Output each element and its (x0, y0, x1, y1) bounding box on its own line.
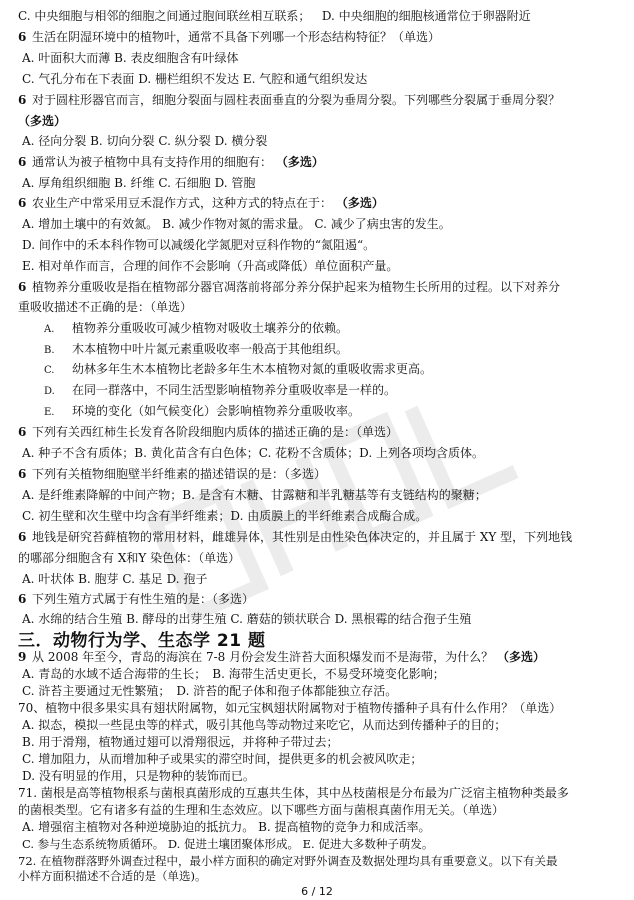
q70-option-d: D. 没有明显的作用，只是物种的装饰而已。 (22, 769, 255, 783)
section-heading: 三．动物行为学、生态学 21 题 (18, 631, 266, 651)
q71-options-ab: A. 增强宿主植物对各种逆境胁迫的抵抗力。 B. 提高植物的竞争力和成活率。 (22, 820, 431, 834)
question-number: 6 (18, 467, 27, 481)
q70-option-c: C. 增加阻力，从而增加种子或果实的滞空时间，提供更多的机会被风吹走； (22, 752, 423, 766)
question-69-ecology: 9 从 2008 年至今，青岛的海滨在 7-8 月份会发生浒苔大面积爆发而不是海带，为什么？ （多选） (18, 650, 545, 664)
question-number: 6 (18, 530, 27, 544)
q69x-options-cd: C. 浒苔主要通过无性繁殖； D. 浒苔的配子体和孢子体都能独立存活。 (22, 684, 398, 698)
question-611: 6 地钱是研究苔藓植物的常用材料，雌雄异体，其性别是由性染色体决定的，并且属于 XY 型，下列地钱 (18, 530, 573, 544)
q63-option-c-d: C. 中央细胞与相邻的细胞之间通过胞间联丝相互联系； D. 中央细胞的细胞核通常位于卵器附近 (18, 9, 531, 23)
q611-options: A. 叶状体 B. 胞芽 C. 基足 D. 孢子 (22, 572, 208, 586)
q610-options-cd: C. 初生壁和次生壁中均含有半纤维素；D. 由质膜上的半纤维素合成酶合成。 (22, 509, 428, 523)
question-71: 71. 菌根是高等植物根系与菌根真菌形成的互惠共生体，其中丛枝菌根是分布最为广泛宿主植物种类最多 (18, 786, 569, 800)
multi-choice-tag: （多选） (275, 155, 324, 169)
q612-options: A. 水绵的结合生殖 B. 酵母的出芽生殖 C. 蘑菇的锁状联合 D. 黑根霉的结合孢子生殖 (22, 612, 472, 626)
question-number: 9 (18, 650, 27, 664)
question-number: 6 (18, 30, 27, 44)
question-67: 6 农业生产中常采用豆禾混作方式，这种方式的特点在于： （多选） (18, 196, 384, 210)
q71-options-cde: C. 参与生态系统物质循环。 D. 促进土壤团聚体形成。 E. 促进大多数种子萌发。 (22, 837, 434, 851)
question-number: 6 (18, 196, 27, 210)
q68-option-b: B. 木本植物中叶片氮元素重吸收率一般高于其他组织。 (44, 342, 349, 356)
q70-option-a: A. 拟态，模拟一些昆虫等的样式，吸引其他鸟等动物过来吃它，从而达到传播种子的目的； (22, 718, 507, 732)
q68-option-c: C. 幼林多年生木本植物比老龄多年生木本植物对氮的重吸收需求更高。 (44, 362, 433, 376)
question-68: 6 植物养分重吸收是指在植物部分器官凋落前将部分养分保护起来为植物生长所用的过程。以下对养分 (18, 280, 561, 294)
question-66: 6 通常认为被子植物中具有支持作用的细胞有： （多选） (18, 155, 324, 169)
question-610: 6 下列有关植物细胞壁半纤维素的描述错误的是：（多选） (18, 467, 327, 481)
multi-choice-tag: （多选） (18, 114, 67, 128)
q68-option-d: D. 在同一群落中，不同生活型影响植物养分重吸收率是一样的。 (44, 383, 397, 397)
question-612: 6 下列生殖方式属于有性生殖的是：（多选） (18, 592, 255, 606)
q69-options: A. 种子不含有质体；B. 黄化苗含有白色体；C. 花粉不含质体；D. 上列各项均含质体。 (22, 446, 484, 460)
q65-tag (18, 114, 622, 129)
multi-choice-tag: （多选） (335, 196, 384, 210)
q71-continuation: 的菌根类型。它有诸多有益的生理和生态效应。以下哪些方面与菌根真菌作用无关。（单选） (18, 803, 505, 817)
q65-options: A. 径向分裂 B. 切向分裂 C. 纵分裂 D. 横分裂 (22, 134, 268, 148)
q68-continuation: 重吸收描述不正确的是：（单选） (18, 300, 193, 314)
question-69: 6 下列有关西红柿生长发育各阶段细胞内质体的描述正确的是：（单选） (18, 425, 399, 439)
q67-option-d: D. 间作中的禾本科作物可以减缓化学氮肥对豆科作物的“氮阻遏“。 (22, 238, 376, 252)
q68-option-e: E. 环境的变化（如气候变化）会影响植物养分重吸收率。 (44, 404, 361, 418)
q70-option-b: B. 用于滑翔，植物通过翅可以滑翔很远，并将种子带过去； (22, 735, 339, 749)
q610-options-ab: A. 是纤维素降解的中间产物；B. 是含有木糖、甘露糖和半乳糖基等有支链结构的聚糖； (22, 488, 487, 502)
q68-option-a: A. 植物养分重吸收可减少植物对吸收土壤养分的依赖。 (44, 321, 349, 335)
question-70: 70、植物中很多果实具有翅状附属物，如元宝枫翅状附属物对于植物传播种子具有什么作用？（单选） (18, 701, 562, 715)
page-number: 6 / 12 (301, 885, 333, 898)
q64-options-cde: C. 气孔分布在下表面 D. 栅栏组织不发达 E. 气腔和通气组织发达 (22, 72, 368, 86)
q64-options-ab: A. 叶面积大而薄 B. 表皮细胞含有叶绿体 (22, 51, 239, 65)
q66-options: A. 厚角组织细胞 B. 纤维 C. 石细胞 D. 管胞 (22, 176, 256, 190)
question-72: 72. 在植物群落野外调查过程中，最小样方面积的确定对野外调查及数据处理均具有重要意义。以下有关最 (18, 854, 558, 868)
question-number: 6 (18, 280, 27, 294)
q69x-options-ab: A. 青岛的水域不适合海带的生长； B. 海带生活史更长，不易受环境变化影响； (22, 667, 445, 681)
q611-continuation: 的哪部分细胞含有 X和Y 染色体：（单选） (18, 551, 241, 565)
question-65: 6 对于圆柱形器官而言，细胞分裂面与圆柱表面垂直的分裂为垂周分裂。下列哪些分裂属于垂周分裂？ (18, 93, 561, 107)
question-number: 6 (18, 425, 27, 439)
question-64: 6 生活在阴湿环境中的植物叶，通常不具备下列哪一个形态结构特征？（单选） (18, 30, 441, 44)
q67-options-abc: A. 增加土壤中的有效氮。 B. 减少作物对氮的需求量。 C. 减少了病虫害的发生。 (22, 217, 451, 231)
question-number: 6 (18, 155, 27, 169)
question-number: 6 (18, 592, 27, 606)
q72-continuation: 小样方面积描述不合适的是（单选)。 (18, 869, 207, 883)
multi-choice-tag: （多选） (496, 650, 545, 664)
q67-option-e: E. 相对单作而言，合理的间作不会影响（升高或降低）单位面积产量。 (22, 259, 399, 273)
question-number: 6 (18, 93, 27, 107)
